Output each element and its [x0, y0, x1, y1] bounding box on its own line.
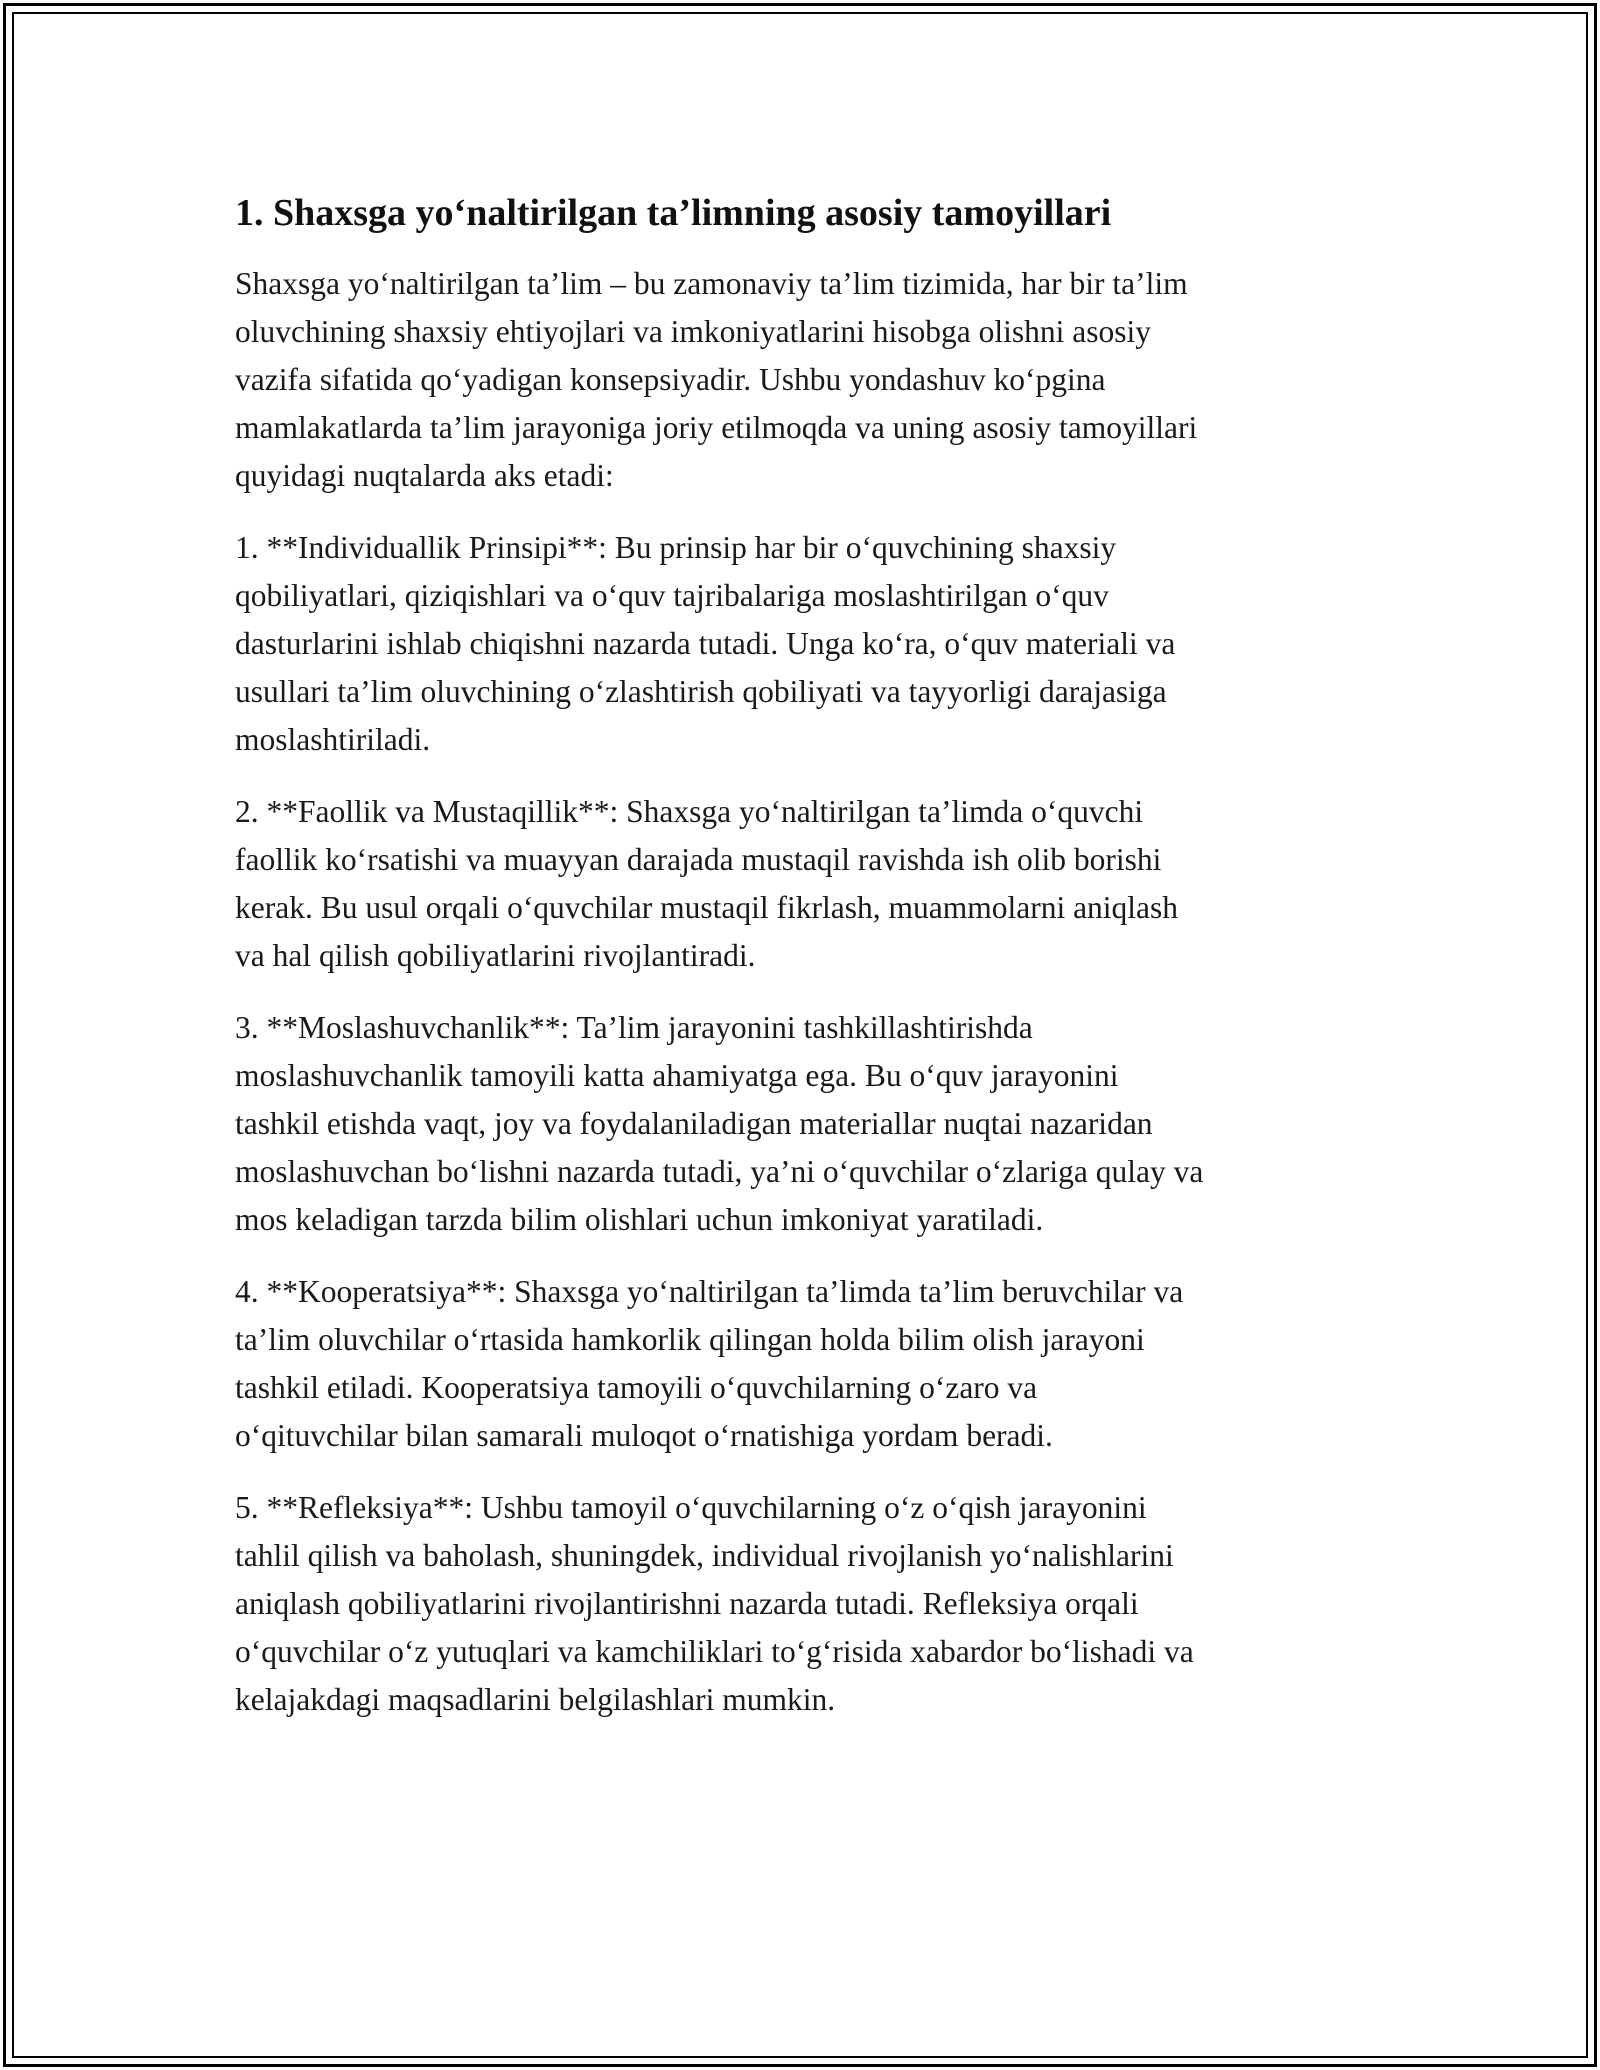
- text-line: mos keladigan tarzda bilim olishlari uchun imkoniyat yaratiladi.: [235, 1202, 1044, 1237]
- text-line: tashkil etiladi. Kooperatsiya tamoyili o‘quvchilarning o‘zaro va: [235, 1370, 1038, 1405]
- text-line: qobiliyatlari, qiziqishlari va o‘quv tajribalariga moslashtirilgan o‘quv: [235, 578, 1109, 613]
- text-line: 5. **Refleksiya**: Ushbu tamoyil o‘quvchilarning o‘z o‘qish jarayonini: [235, 1490, 1147, 1525]
- text-line: o‘quvchilar o‘z yutuqlari va kamchiliklari to‘g‘risida xabardor bo‘lishadi va: [235, 1634, 1194, 1669]
- paragraph-principle-3: [235, 1004, 1365, 1244]
- text-line: aniqlash qobiliyatlarini rivojlantirishni nazarda tutadi. Refleksiya orqali: [235, 1586, 1139, 1621]
- text-line: 3. **Moslashuvchanlik**: Ta’lim jarayonini tashkillashtirishda: [235, 1010, 1033, 1045]
- paragraph-intro: [235, 260, 1365, 500]
- text-line: quyidagi nuqtalarda aks etadi:: [235, 458, 614, 493]
- text-line: kelajakdagi maqsadlarini belgilashlari mumkin.: [235, 1682, 836, 1717]
- paragraph-principle-4: [235, 1268, 1365, 1460]
- text-line: vazifa sifatida qo‘yadigan konsepsiyadir. Ushbu yondashuv ko‘pgina: [235, 362, 1106, 397]
- document-body: [235, 186, 1365, 1724]
- text-line: 4. **Kooperatsiya**: Shaxsga yo‘naltirilgan ta’limda ta’lim beruvchilar va: [235, 1274, 1184, 1309]
- text-line: kerak. Bu usul orqali o‘quvchilar mustaqil fikrlash, muammolarni aniqlash: [235, 890, 1179, 925]
- text-line: mamlakatlarda ta’lim jarayoniga joriy etilmoqda va uning asosiy tamoyillari: [235, 410, 1198, 445]
- paragraph-principle-5: [235, 1484, 1365, 1724]
- text-line: va hal qilish qobiliyatlarini rivojlantiradi.: [235, 938, 756, 973]
- text-line: moslashuvchanlik tamoyili katta ahamiyatga ega. Bu o‘quv jarayonini: [235, 1058, 1119, 1093]
- text-line: Shaxsga yo‘naltirilgan ta’lim – bu zamonaviy ta’lim tizimida, har bir ta’lim: [235, 266, 1188, 301]
- text-line: moslashtiriladi.: [235, 722, 431, 757]
- text-line: dasturlarini ishlab chiqishni nazarda tutadi. Unga ko‘ra, o‘quv materiali va: [235, 626, 1176, 661]
- paragraph-principle-1: [235, 524, 1365, 764]
- text-line: o‘qituvchilar bilan samarali muloqot o‘rnatishiga yordam beradi.: [235, 1418, 1053, 1453]
- text-line: usullari ta’lim oluvchining o‘zlashtirish qobiliyati va tayyorligi darajasiga: [235, 674, 1167, 709]
- text-line: oluvchining shaxsiy ehtiyojlari va imkoniyatlarini hisobga olishni asosiy: [235, 314, 1152, 349]
- text-line: faollik ko‘rsatishi va muayyan darajada mustaqil ravishda ish olib borishi: [235, 842, 1162, 877]
- text-line: 2. **Faollik va Mustaqillik**: Shaxsga yo‘naltirilgan ta’limda o‘quvchi: [235, 794, 1144, 829]
- text-line: moslashuvchan bo‘lishni nazarda tutadi, ya’ni o‘quvchilar o‘zlariga qulay va: [235, 1154, 1204, 1189]
- text-line: ta’lim oluvchilar o‘rtasida hamkorlik qilingan holda bilim olish jarayoni: [235, 1322, 1145, 1357]
- section-heading: 1. Shaxsga yo‘naltirilgan ta’limning asosiy tamoyillari: [235, 192, 1112, 234]
- text-line: tashkil etishda vaqt, joy va foydalaniladigan materiallar nuqtai nazaridan: [235, 1106, 1153, 1141]
- text-line: 1. **Individuallik Prinsipi**: Bu prinsip har bir o‘quvchining shaxsiy: [235, 530, 1117, 565]
- paragraph-principle-2: [235, 788, 1365, 980]
- text-line: tahlil qilish va baholash, shuningdek, individual rivojlanish yo‘nalishlarini: [235, 1538, 1174, 1573]
